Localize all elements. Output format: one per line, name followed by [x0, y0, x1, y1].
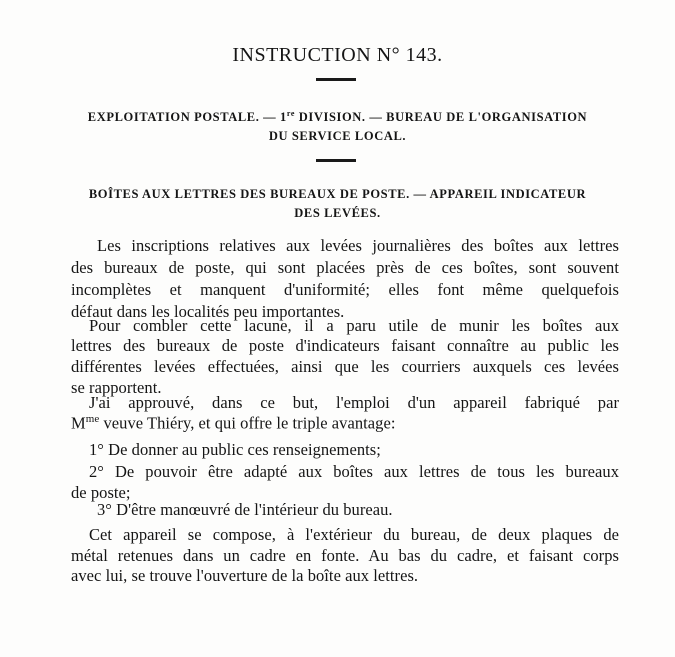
service-header: DU SERVICE LOCAL.	[268, 129, 407, 143]
division-header-part1: EXPLOITATION POSTALE. — 1	[87, 110, 287, 125]
instruction-title: INSTRUCTION N° 143.	[232, 44, 443, 66]
paragraph-line: des bureaux de poste, qui sont placées près de ces boîtes, sont souvent	[71, 258, 619, 277]
paragraph-line: J'ai approuvé, dans ce but, l'emploi d'un appareil fabriqué par	[89, 393, 619, 412]
list-item-continued: de poste;	[71, 483, 131, 502]
paragraph-line: Les inscriptions relatives aux levées journalières des boîtes aux lettres	[97, 236, 619, 255]
paragraph-line: se rapportent.	[71, 378, 162, 397]
paragraph-line: avec lui, se trouve l'ouverture de la boîte aux lettres.	[71, 566, 419, 585]
title-abbreviation: M	[71, 413, 86, 433]
subject-heading: BOÎTES AUX LETTRES DES BUREAUX DE POSTE. — APPAREIL INDICATEUR	[88, 187, 587, 201]
paragraph-line: incomplètes et manquent d'uniformité; elles font même quelquefois	[71, 280, 619, 299]
division-header-superscript: re	[286, 109, 296, 118]
paragraph-line: lettres des bureaux de poste d'indicateurs faisant connaître au public les	[71, 336, 619, 355]
header-divider	[316, 159, 356, 162]
division-header	[0, 109, 675, 125]
paragraph-line-text: veuve Thiéry, et qui offre le triple avantage:	[103, 413, 396, 433]
paragraph-line: défaut dans les localités peu importantes.	[71, 302, 345, 321]
title-divider	[316, 78, 356, 81]
paragraph-line: différentes levées effectuées, ainsi que les courriers auxquels ces levées	[71, 357, 619, 376]
paragraph-line: métal retenues dans un cadre en fonte. Au bas du cadre, et faisant corps	[71, 546, 619, 565]
subject-heading-continued: DES LEVÉES.	[294, 206, 381, 220]
list-item: 1° De donner au public ces renseignements;	[89, 440, 381, 459]
division-header-part2: DIVISION. — BUREAU DE L'ORGANISATION	[295, 110, 588, 125]
paragraph-line: Pour combler cette lacune, il a paru utile de munir les boîtes aux	[89, 316, 619, 335]
paragraph-line	[71, 413, 395, 434]
title-abbreviation-superscript: me	[85, 413, 100, 425]
list-item: 2° De pouvoir être adapté aux boîtes aux lettres de tous les bureaux	[89, 462, 619, 481]
paragraph-line: Cet appareil se compose, à l'extérieur du bureau, de deux plaques de	[89, 525, 619, 544]
list-item: 3° D'être manœuvré de l'intérieur du bureau.	[97, 500, 393, 519]
